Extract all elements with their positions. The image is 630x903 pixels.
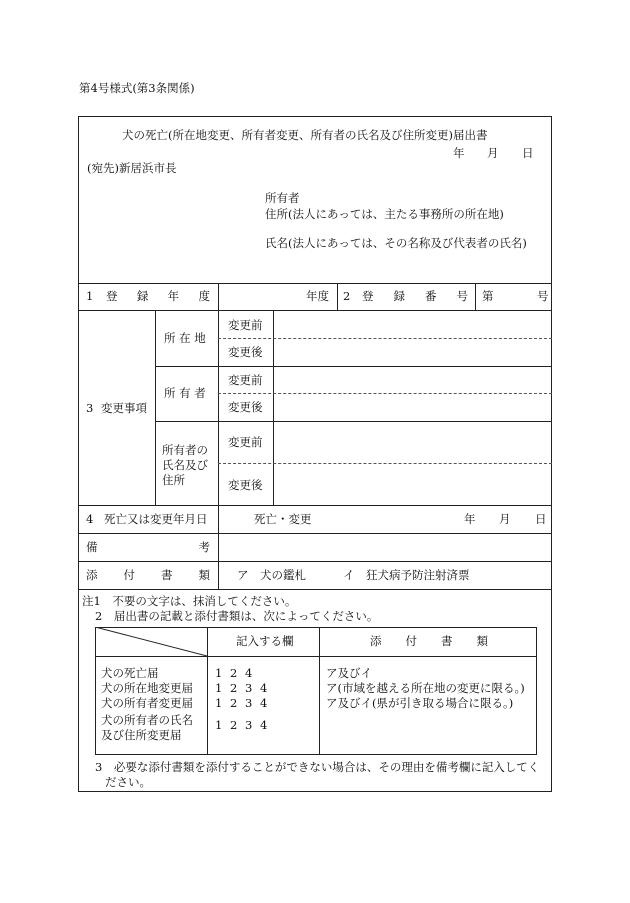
attachment-item-a: ア 犬の鑑札 — [237, 568, 306, 582]
registration-year-label: 登 録 年 度 — [106, 289, 210, 303]
table-col1-header: 記入する欄 — [236, 634, 294, 648]
location-label: 所 在 地 — [164, 331, 206, 345]
row1-number: 1 — [86, 289, 94, 303]
location-after-label: 変更後 — [228, 345, 263, 359]
name-address-before-label: 変更前 — [228, 435, 263, 449]
form-title: 犬の死亡(所在地変更、所有者変更、所有者の氏名及び住所変更)届出書 — [122, 128, 488, 142]
table-row-attachment: ア及びイ — [326, 666, 372, 680]
addressee: (宛先)新居浜市長 — [87, 161, 177, 175]
owner-after-label: 変更後 — [228, 400, 263, 414]
row4-month-label: 月 — [499, 512, 511, 526]
date-month-label: 月 — [487, 146, 499, 160]
table-row-columns: 1 2 3 4 — [215, 681, 268, 695]
table-row-name: 犬の死亡届 — [101, 666, 159, 680]
year-suffix: 年度 — [306, 289, 329, 303]
registration-number-label: 登 録 番 号 — [362, 289, 468, 303]
table-row-name: 犬の所在地変更届 — [101, 681, 193, 695]
death-or-change-value: 死亡・変更 — [254, 512, 312, 526]
table-row-name: 犬の所有者変更届 — [101, 696, 193, 710]
owner-label: 所有者 — [265, 191, 300, 205]
row4-number: 4 — [86, 512, 94, 526]
row2-number: 2 — [343, 289, 351, 303]
table-row-columns: 1 2 4 — [215, 666, 253, 680]
table-row-name: 犬の所有者の氏名 及び住所変更届 — [101, 713, 193, 742]
owner-name-label: 氏名(法人にあっては、その名称及び代表者の氏名) — [265, 236, 527, 250]
remarks-label: 備 考 — [86, 540, 210, 554]
owner-name-address-label: 所有者の 氏名及び 住所 — [162, 443, 208, 487]
table-row-attachment: ア及びイ(県が引き取る場合に限る。) — [326, 696, 514, 710]
table-row-attachment: ア(市域を越える所在地の変更に限る。) — [326, 681, 525, 695]
owner-before-label: 変更前 — [228, 373, 263, 387]
row4-day-label: 日 — [535, 512, 547, 526]
location-before-label: 変更前 — [228, 318, 263, 332]
row3-number: 3 — [86, 401, 94, 415]
note-3-line-1: 3 必要な添付書類を添付することができない場合は、その理由を備考欄に記入してく — [95, 760, 540, 774]
date-year-label: 年 — [453, 146, 465, 160]
date-day-label: 日 — [522, 146, 534, 160]
change-items-label: 変更事項 — [101, 401, 147, 415]
name-address-after-label: 変更後 — [228, 478, 263, 492]
table-diagonal-line — [95, 627, 207, 656]
form-number: 第4号様式(第3条関係) — [79, 81, 195, 95]
note-3-line-2: ださい。 — [105, 775, 151, 789]
attachments-label: 添 付 書 類 — [86, 568, 210, 582]
table-col2-header: 添 付 書 類 — [370, 634, 488, 648]
death-change-date-label: 死亡又は変更年月日 — [104, 512, 208, 526]
owner-change-label: 所 有 者 — [164, 386, 206, 400]
note-1: 注1 不要の文字は、抹消してください。 — [82, 594, 297, 608]
row4-year-label: 年 — [464, 512, 476, 526]
owner-address-label: 住所(法人にあっては、主たる事務所の所在地) — [265, 207, 504, 221]
registration-suffix: 号 — [537, 289, 549, 303]
table-row-columns: 1 2 3 4 — [215, 718, 268, 732]
attachment-item-i: イ 狂犬病予防注射済票 — [343, 568, 470, 582]
note-2: 2 届出書の記載と添付書類は、次によってください。 — [95, 609, 379, 623]
table-row-columns: 1 2 3 4 — [215, 696, 268, 710]
registration-prefix: 第 — [482, 289, 494, 303]
